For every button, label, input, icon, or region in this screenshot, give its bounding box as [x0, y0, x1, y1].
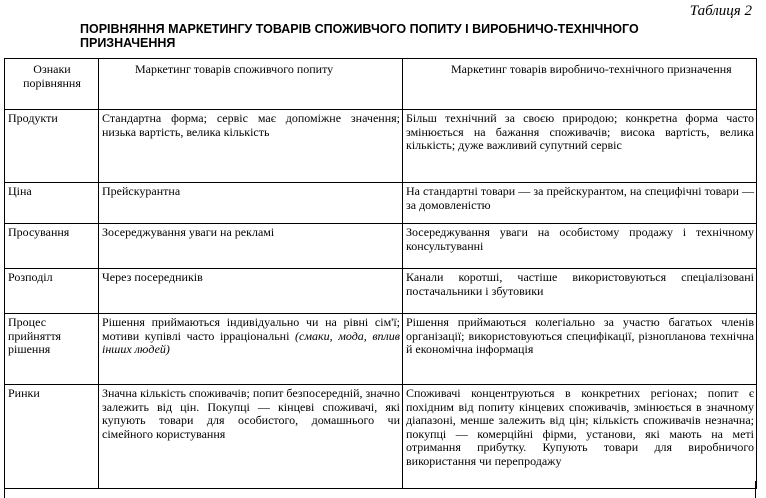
table-header-row: [5, 59, 757, 110]
row-feature: Процес прийняття рішення: [5, 314, 99, 385]
header-feature: Ознаки порівняння: [5, 59, 99, 110]
comparison-table: [4, 58, 757, 489]
row-feature: Продукти: [5, 110, 99, 183]
row-industrial: Канали коротші, частіше використовуються спеціалізовані постачальники і збутовики: [403, 269, 757, 314]
row-consumer: Значна кількість споживачів; попит безпосередній, значно залежить від цін. Покупці — кінцеві споживачі, які купують товари для особистого, домашнього чи сімейного користування: [99, 385, 403, 489]
table-continuation: [4, 481, 756, 498]
header-consumer: Маркетинг товарів споживчого попиту: [99, 59, 403, 110]
row-industrial: Зосереджування уваги на особистому продажу і технічному консультуванні: [403, 224, 757, 269]
row-feature: Просування: [5, 224, 99, 269]
table-row: [5, 269, 757, 314]
consumer-text: Рішення приймаються індивідуально чи на рівні сім'ї; мотиви купівлі часто ірраціональні: [102, 315, 400, 343]
consumer-note: (смаки, мода, вплив інших людей): [102, 328, 400, 356]
table-row: [5, 110, 757, 183]
row-feature: Ринки: [5, 385, 99, 489]
table-row: [5, 224, 757, 269]
row-consumer: Стандартна форма; сервіс має допоміжне значення; низька вартість, велика кількість: [99, 110, 403, 183]
row-consumer: [99, 314, 403, 385]
table-caption: Таблиця 2: [689, 3, 752, 19]
header-industrial: Маркетинг товарів виробничо-технічного призначення: [403, 59, 757, 110]
row-consumer: Прейскурантна: [99, 183, 403, 224]
page-title: ПОРІВНЯННЯ МАРКЕТИНГУ ТОВАРІВ СПОЖИВЧОГО ПОПИТУ І ВИРОБНИЧО-ТЕХНІЧНОГО ПРИЗНАЧЕННЯ: [80, 22, 639, 50]
table-row: [5, 314, 757, 385]
row-feature: Ціна: [5, 183, 99, 224]
row-feature: Розподіл: [5, 269, 99, 314]
row-industrial: На стандартні товари — за прейскурантом, на специфічні товари — за домовленістю: [403, 183, 757, 224]
table-row: [5, 385, 757, 489]
row-consumer: Зосереджування уваги на рекламі: [99, 224, 403, 269]
row-industrial: Споживачі концентруються в конкретних регіонах; попит є похідним від попиту кінцевих споживачів, змінюється в значному діапазоні, менше залежить від цін; кількість споживачів незначна; покупці — комерційні фірми, установи, які мають на меті отримання прибутку. Купують товари для виробничого використання чи перепродажу: [403, 385, 757, 489]
row-industrial: Більш технічний за своєю природою; конкретна форма часто змінюється на бажання споживачів; висока вартість, велика кількість; дуже важливий супутний сервіс: [403, 110, 757, 183]
row-industrial: Рішення приймаються колегіально за участю багатьох членів організації; використовуються специфікації, різнопланова технічна й економічна інформація: [403, 314, 757, 385]
row-consumer: Через посередників: [99, 269, 403, 314]
table-row: [5, 183, 757, 224]
